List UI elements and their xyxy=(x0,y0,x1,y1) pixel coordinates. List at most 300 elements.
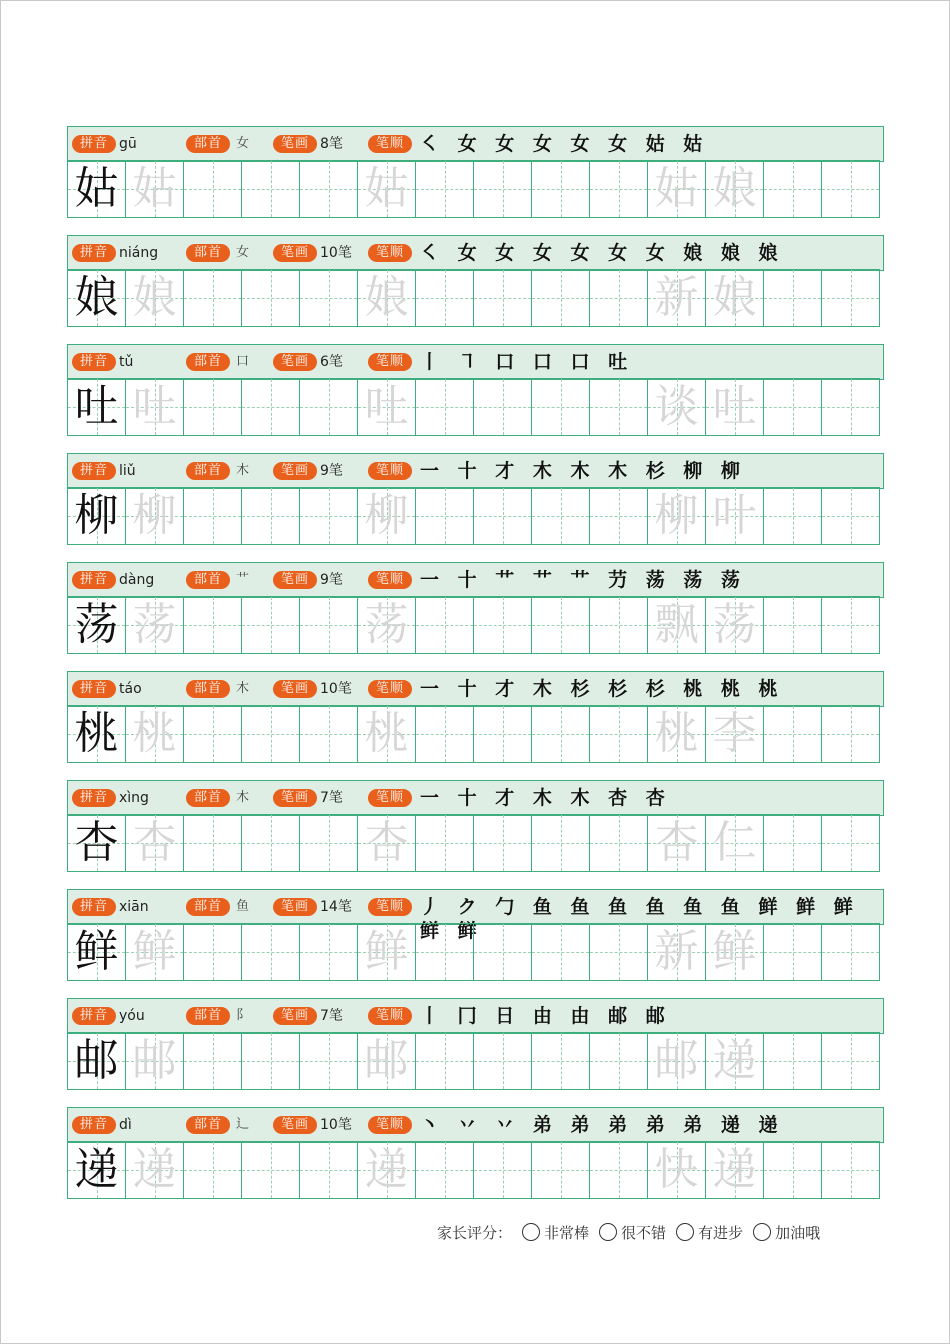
pinyin-value: xìng xyxy=(119,790,149,806)
writing-grid xyxy=(67,814,884,872)
radical-value: 艹 xyxy=(236,572,250,587)
trace-character: 杏 xyxy=(132,817,177,868)
writing-cell[interactable] xyxy=(589,487,647,545)
word-character: 杏 xyxy=(654,817,699,868)
writing-cell[interactable] xyxy=(183,1032,241,1090)
writing-cell[interactable] xyxy=(183,269,241,327)
writing-cell[interactable] xyxy=(473,923,531,981)
trace-character: 吐 xyxy=(132,381,177,432)
practice-row xyxy=(67,562,884,672)
rating-option-label: 很不错 xyxy=(621,1223,667,1242)
writing-grid xyxy=(67,705,884,763)
writing-cell[interactable] xyxy=(705,705,763,763)
writing-cell[interactable] xyxy=(125,1032,183,1090)
writing-cell[interactable] xyxy=(357,487,415,545)
writing-cell[interactable] xyxy=(125,814,183,872)
writing-cell[interactable] xyxy=(67,160,125,218)
writing-cell[interactable] xyxy=(415,1032,473,1090)
radical-value: 鱼 xyxy=(236,899,250,914)
pinyin-value: xiān xyxy=(119,899,149,915)
strokes-value: 9笔 xyxy=(320,463,343,479)
model-character: 姑 xyxy=(74,163,119,214)
trace-character: 娘 xyxy=(132,272,177,323)
row-header xyxy=(67,235,884,271)
stroke-order-badge: 笔顺 xyxy=(368,1116,412,1134)
stroke-order-badge: 笔顺 xyxy=(368,1007,412,1025)
writing-cell[interactable] xyxy=(183,596,241,654)
writing-cell[interactable] xyxy=(183,814,241,872)
writing-cell[interactable] xyxy=(647,705,705,763)
stroke-order-value: ㇛ 女 女 女 女 女 女 娘 娘 娘 xyxy=(420,242,784,264)
writing-cell[interactable] xyxy=(241,378,299,436)
model-character: 桃 xyxy=(74,708,119,759)
word-character: 邮 xyxy=(654,1035,699,1086)
writing-cell[interactable] xyxy=(705,814,763,872)
writing-cell[interactable] xyxy=(415,378,473,436)
trace-character: 杏 xyxy=(364,817,409,868)
writing-cell[interactable] xyxy=(705,1032,763,1090)
writing-cell[interactable] xyxy=(125,705,183,763)
writing-cell[interactable] xyxy=(647,160,705,218)
row-header xyxy=(67,126,884,162)
writing-cell[interactable] xyxy=(531,378,589,436)
word-character: 递 xyxy=(712,1035,757,1086)
radical-badge: 部首 xyxy=(186,353,230,371)
writing-cell[interactable] xyxy=(125,1141,183,1199)
radical-value: 阝 xyxy=(236,1008,250,1023)
radical-badge: 部首 xyxy=(186,1007,230,1025)
stroke-order-value: 一 十 才 木 杉 杉 杉 桃 桃 桃 xyxy=(420,678,784,700)
writing-cell[interactable] xyxy=(357,1141,415,1199)
stroke-order-badge: 笔顺 xyxy=(368,353,412,371)
writing-cell[interactable] xyxy=(241,160,299,218)
writing-cell[interactable] xyxy=(415,487,473,545)
rating-option-label: 有进步 xyxy=(698,1223,744,1242)
writing-cell[interactable] xyxy=(647,269,705,327)
stroke-order-value: 丨 ㇕ 口 口 口 吐 xyxy=(420,351,634,373)
pinyin-badge: 拼音 xyxy=(72,353,116,371)
radical-value: 木 xyxy=(236,681,250,696)
writing-cell[interactable] xyxy=(821,378,880,436)
word-character: 谈 xyxy=(654,381,699,432)
rating-option-improved[interactable] xyxy=(676,1222,743,1243)
strokes-value: 6笔 xyxy=(320,354,343,370)
model-character: 邮 xyxy=(74,1035,119,1086)
writing-cell[interactable] xyxy=(67,487,125,545)
writing-cell[interactable] xyxy=(821,814,880,872)
word-character: 姑 xyxy=(654,163,699,214)
stroke-order-value: 一 十 才 木 木 杏 杏 xyxy=(420,787,671,809)
radical-value: 女 xyxy=(236,245,250,260)
radical-value: 木 xyxy=(236,463,250,478)
radio-circle-icon[interactable] xyxy=(522,1223,540,1241)
writing-grid xyxy=(67,923,884,981)
practice-row xyxy=(67,126,884,236)
strokes-badge: 笔画 xyxy=(273,571,317,589)
radical-badge: 部首 xyxy=(186,898,230,916)
pinyin-value: yóu xyxy=(119,1008,145,1024)
word-character: 飘 xyxy=(654,599,699,650)
strokes-badge: 笔画 xyxy=(273,680,317,698)
practice-row xyxy=(67,235,884,345)
stroke-order-badge: 笔顺 xyxy=(368,571,412,589)
writing-cell[interactable] xyxy=(647,378,705,436)
trace-character: 吐 xyxy=(364,381,409,432)
strokes-badge: 笔画 xyxy=(273,135,317,153)
radical-badge: 部首 xyxy=(186,680,230,698)
writing-cell[interactable] xyxy=(589,1141,647,1199)
writing-cell[interactable] xyxy=(763,705,821,763)
writing-cell[interactable] xyxy=(473,269,531,327)
pinyin-value: tǔ xyxy=(119,354,134,370)
writing-cell[interactable] xyxy=(299,1141,357,1199)
writing-cell[interactable] xyxy=(705,1141,763,1199)
writing-cell[interactable] xyxy=(763,1141,821,1199)
writing-cell[interactable] xyxy=(473,814,531,872)
pinyin-badge: 拼音 xyxy=(72,244,116,262)
writing-cell[interactable] xyxy=(415,1141,473,1199)
writing-cell[interactable] xyxy=(763,1032,821,1090)
trace-character: 桃 xyxy=(132,708,177,759)
word-character: 仁 xyxy=(712,817,757,868)
writing-cell[interactable] xyxy=(531,269,589,327)
writing-cell[interactable] xyxy=(705,378,763,436)
writing-cell[interactable] xyxy=(821,1141,880,1199)
stroke-order-badge: 笔顺 xyxy=(368,135,412,153)
writing-cell[interactable] xyxy=(357,596,415,654)
writing-cell[interactable] xyxy=(241,814,299,872)
trace-character: 递 xyxy=(132,1144,177,1195)
stroke-order-value: ㇛ 女 女 女 女 女 姑 姑 xyxy=(420,133,709,155)
stroke-order-badge: 笔顺 xyxy=(368,244,412,262)
writing-cell[interactable] xyxy=(531,923,589,981)
writing-cell[interactable] xyxy=(299,487,357,545)
word-character: 递 xyxy=(712,1144,757,1195)
writing-grid xyxy=(67,487,884,545)
trace-character: 鲜 xyxy=(132,926,177,977)
writing-cell[interactable] xyxy=(299,705,357,763)
writing-cell[interactable] xyxy=(589,814,647,872)
writing-cell[interactable] xyxy=(415,814,473,872)
writing-cell[interactable] xyxy=(357,269,415,327)
strokes-value: 9笔 xyxy=(320,572,343,588)
writing-cell[interactable] xyxy=(415,596,473,654)
writing-cell[interactable] xyxy=(763,487,821,545)
writing-cell[interactable] xyxy=(531,596,589,654)
pinyin-badge: 拼音 xyxy=(72,680,116,698)
stroke-order-badge: 笔顺 xyxy=(368,680,412,698)
pinyin-badge: 拼音 xyxy=(72,898,116,916)
writing-cell[interactable] xyxy=(125,160,183,218)
trace-character: 邮 xyxy=(132,1035,177,1086)
word-character: 鲜 xyxy=(712,926,757,977)
radical-value: 辶 xyxy=(236,1117,250,1132)
writing-cell[interactable] xyxy=(763,269,821,327)
writing-cell[interactable] xyxy=(125,923,183,981)
trace-character: 桃 xyxy=(364,708,409,759)
writing-cell[interactable] xyxy=(763,923,821,981)
writing-cell[interactable] xyxy=(531,705,589,763)
practice-row xyxy=(67,344,884,454)
pinyin-badge: 拼音 xyxy=(72,135,116,153)
model-character: 杏 xyxy=(74,817,119,868)
writing-cell[interactable] xyxy=(821,923,880,981)
practice-row xyxy=(67,998,884,1108)
word-character: 叶 xyxy=(712,490,757,541)
strokes-badge: 笔画 xyxy=(273,1007,317,1025)
pinyin-value: gū xyxy=(119,136,137,152)
writing-cell[interactable] xyxy=(299,923,357,981)
word-character: 荡 xyxy=(712,599,757,650)
writing-cell[interactable] xyxy=(821,596,880,654)
model-character: 娘 xyxy=(74,272,119,323)
model-character: 荡 xyxy=(74,599,119,650)
radical-badge: 部首 xyxy=(186,462,230,480)
writing-cell[interactable] xyxy=(183,160,241,218)
practice-row xyxy=(67,671,884,781)
writing-grid xyxy=(67,596,884,654)
writing-cell[interactable] xyxy=(647,487,705,545)
writing-cell[interactable] xyxy=(473,1141,531,1199)
practice-row xyxy=(67,780,884,890)
radical-badge: 部首 xyxy=(186,135,230,153)
writing-cell[interactable] xyxy=(183,378,241,436)
word-character: 娘 xyxy=(712,272,757,323)
writing-cell[interactable] xyxy=(821,1032,880,1090)
writing-cell[interactable] xyxy=(357,378,415,436)
writing-cell[interactable] xyxy=(705,160,763,218)
writing-cell[interactable] xyxy=(241,1141,299,1199)
writing-cell[interactable] xyxy=(705,487,763,545)
stroke-order-value: 丨 冂 日 由 由 邮 邮 xyxy=(420,1005,671,1027)
writing-cell[interactable] xyxy=(531,1141,589,1199)
writing-grid xyxy=(67,160,884,218)
writing-cell[interactable] xyxy=(67,923,125,981)
strokes-value: 10笔 xyxy=(320,245,352,261)
radio-circle-icon[interactable] xyxy=(676,1223,694,1241)
practice-row xyxy=(67,453,884,563)
writing-grid xyxy=(67,1032,884,1090)
strokes-badge: 笔画 xyxy=(273,1116,317,1134)
writing-cell[interactable] xyxy=(183,923,241,981)
writing-cell[interactable] xyxy=(67,814,125,872)
trace-character: 柳 xyxy=(364,490,409,541)
writing-cell[interactable] xyxy=(241,269,299,327)
rating-option-keep-going[interactable] xyxy=(753,1222,820,1243)
word-character: 娘 xyxy=(712,163,757,214)
writing-cell[interactable] xyxy=(589,923,647,981)
rating-option-label: 加油哦 xyxy=(775,1223,821,1242)
writing-cell[interactable] xyxy=(125,596,183,654)
writing-cell[interactable] xyxy=(705,596,763,654)
radical-value: 女 xyxy=(236,136,250,151)
writing-cell[interactable] xyxy=(299,814,357,872)
writing-cell[interactable] xyxy=(415,160,473,218)
trace-character: 娘 xyxy=(364,272,409,323)
trace-character: 邮 xyxy=(364,1035,409,1086)
writing-cell[interactable] xyxy=(473,378,531,436)
writing-cell[interactable] xyxy=(183,705,241,763)
writing-grid xyxy=(67,1141,884,1199)
word-character: 新 xyxy=(654,926,699,977)
writing-cell[interactable] xyxy=(357,1032,415,1090)
writing-cell[interactable] xyxy=(589,160,647,218)
parent-rating xyxy=(437,1220,820,1244)
stroke-order-value: 一 十 艹 艹 艹 芀 荡 荡 荡 xyxy=(420,569,746,591)
writing-cell[interactable] xyxy=(647,596,705,654)
writing-cell[interactable] xyxy=(473,487,531,545)
radio-circle-icon[interactable] xyxy=(599,1223,617,1241)
model-character: 递 xyxy=(74,1144,119,1195)
writing-cell[interactable] xyxy=(241,487,299,545)
writing-cell[interactable] xyxy=(67,1141,125,1199)
model-character: 鲜 xyxy=(74,926,119,977)
word-character: 李 xyxy=(712,708,757,759)
writing-cell[interactable] xyxy=(589,1032,647,1090)
writing-cell[interactable] xyxy=(241,923,299,981)
strokes-value: 10笔 xyxy=(320,1117,352,1133)
strokes-badge: 笔画 xyxy=(273,244,317,262)
stroke-order-value: 一 十 才 木 木 木 杉 柳 柳 xyxy=(420,460,746,482)
row-header xyxy=(67,889,884,942)
writing-grid xyxy=(67,378,884,436)
writing-cell[interactable] xyxy=(183,487,241,545)
stroke-order-badge: 笔顺 xyxy=(368,789,412,807)
row-header xyxy=(67,1107,884,1143)
writing-cell[interactable] xyxy=(531,487,589,545)
trace-character: 荡 xyxy=(364,599,409,650)
strokes-badge: 笔画 xyxy=(273,353,317,371)
writing-cell[interactable] xyxy=(647,923,705,981)
strokes-value: 7笔 xyxy=(320,1008,343,1024)
strokes-value: 7笔 xyxy=(320,790,343,806)
writing-cell[interactable] xyxy=(821,487,880,545)
writing-cell[interactable] xyxy=(415,705,473,763)
writing-cell[interactable] xyxy=(125,378,183,436)
trace-character: 姑 xyxy=(132,163,177,214)
writing-cell[interactable] xyxy=(647,1032,705,1090)
writing-cell[interactable] xyxy=(415,923,473,981)
writing-cell[interactable] xyxy=(299,378,357,436)
pinyin-value: dàng xyxy=(119,572,155,588)
strokes-value: 8笔 xyxy=(320,136,343,152)
radical-badge: 部首 xyxy=(186,789,230,807)
writing-cell[interactable] xyxy=(357,814,415,872)
pinyin-badge: 拼音 xyxy=(72,1007,116,1025)
radical-badge: 部首 xyxy=(186,571,230,589)
row-header xyxy=(67,453,884,489)
writing-cell[interactable] xyxy=(357,923,415,981)
writing-cell[interactable] xyxy=(763,378,821,436)
writing-cell[interactable] xyxy=(473,596,531,654)
writing-cell[interactable] xyxy=(299,596,357,654)
word-character: 吐 xyxy=(712,381,757,432)
writing-cell[interactable] xyxy=(705,923,763,981)
stroke-order-value: 丶 丷 丷 弟 弟 弟 弟 弟 递 递 xyxy=(420,1114,784,1136)
stroke-order-badge: 笔顺 xyxy=(368,898,412,916)
writing-cell[interactable] xyxy=(241,1032,299,1090)
writing-cell[interactable] xyxy=(763,814,821,872)
pinyin-badge: 拼音 xyxy=(72,789,116,807)
word-character: 柳 xyxy=(654,490,699,541)
writing-cell[interactable] xyxy=(589,705,647,763)
writing-cell[interactable] xyxy=(415,269,473,327)
writing-cell[interactable] xyxy=(357,160,415,218)
pinyin-badge: 拼音 xyxy=(72,462,116,480)
writing-cell[interactable] xyxy=(821,160,880,218)
pinyin-badge: 拼音 xyxy=(72,1116,116,1134)
writing-cell[interactable] xyxy=(67,596,125,654)
radical-badge: 部首 xyxy=(186,244,230,262)
writing-cell[interactable] xyxy=(67,1032,125,1090)
writing-cell[interactable] xyxy=(589,378,647,436)
radical-value: 口 xyxy=(236,354,250,369)
trace-character: 递 xyxy=(364,1144,409,1195)
writing-cell[interactable] xyxy=(705,269,763,327)
pinyin-value: niáng xyxy=(119,245,159,261)
rating-option-good[interactable] xyxy=(599,1222,666,1243)
rating-option-excellent[interactable] xyxy=(522,1222,589,1243)
writing-cell[interactable] xyxy=(183,1141,241,1199)
writing-cell[interactable] xyxy=(125,269,183,327)
row-header xyxy=(67,562,884,598)
writing-cell[interactable] xyxy=(531,814,589,872)
writing-cell[interactable] xyxy=(473,705,531,763)
strokes-value: 14笔 xyxy=(320,899,352,915)
writing-cell[interactable] xyxy=(473,160,531,218)
radical-value: 木 xyxy=(236,790,250,805)
writing-cell[interactable] xyxy=(67,705,125,763)
writing-cell[interactable] xyxy=(647,1141,705,1199)
practice-row xyxy=(67,889,884,999)
stroke-order-value: 丿 ク 勹 鱼 鱼 鱼 鱼 鱼 鱼 鲜 鲜 鲜 鲜 鲜 xyxy=(420,896,859,942)
writing-cell[interactable] xyxy=(241,596,299,654)
writing-cell[interactable] xyxy=(67,378,125,436)
writing-cell[interactable] xyxy=(763,596,821,654)
writing-cell[interactable] xyxy=(589,269,647,327)
strokes-badge: 笔画 xyxy=(273,789,317,807)
rating-option-label: 非常棒 xyxy=(544,1223,590,1242)
strokes-badge: 笔画 xyxy=(273,898,317,916)
writing-cell[interactable] xyxy=(647,814,705,872)
writing-grid xyxy=(67,269,884,327)
writing-cell[interactable] xyxy=(531,160,589,218)
radio-circle-icon[interactable] xyxy=(753,1223,771,1241)
writing-cell[interactable] xyxy=(821,705,880,763)
writing-cell[interactable] xyxy=(299,160,357,218)
writing-cell[interactable] xyxy=(299,269,357,327)
writing-cell[interactable] xyxy=(473,1032,531,1090)
row-header xyxy=(67,780,884,816)
writing-cell[interactable] xyxy=(531,1032,589,1090)
writing-cell[interactable] xyxy=(763,160,821,218)
writing-cell[interactable] xyxy=(589,596,647,654)
writing-cell[interactable] xyxy=(357,705,415,763)
row-header xyxy=(67,671,884,707)
practice-row xyxy=(67,1107,884,1217)
writing-cell[interactable] xyxy=(125,487,183,545)
trace-character: 荡 xyxy=(132,599,177,650)
writing-cell[interactable] xyxy=(821,269,880,327)
writing-cell[interactable] xyxy=(241,705,299,763)
trace-character: 姑 xyxy=(364,163,409,214)
trace-character: 柳 xyxy=(132,490,177,541)
trace-character: 鲜 xyxy=(364,926,409,977)
row-header xyxy=(67,998,884,1034)
writing-cell[interactable] xyxy=(299,1032,357,1090)
model-character: 吐 xyxy=(74,381,119,432)
writing-cell[interactable] xyxy=(67,269,125,327)
